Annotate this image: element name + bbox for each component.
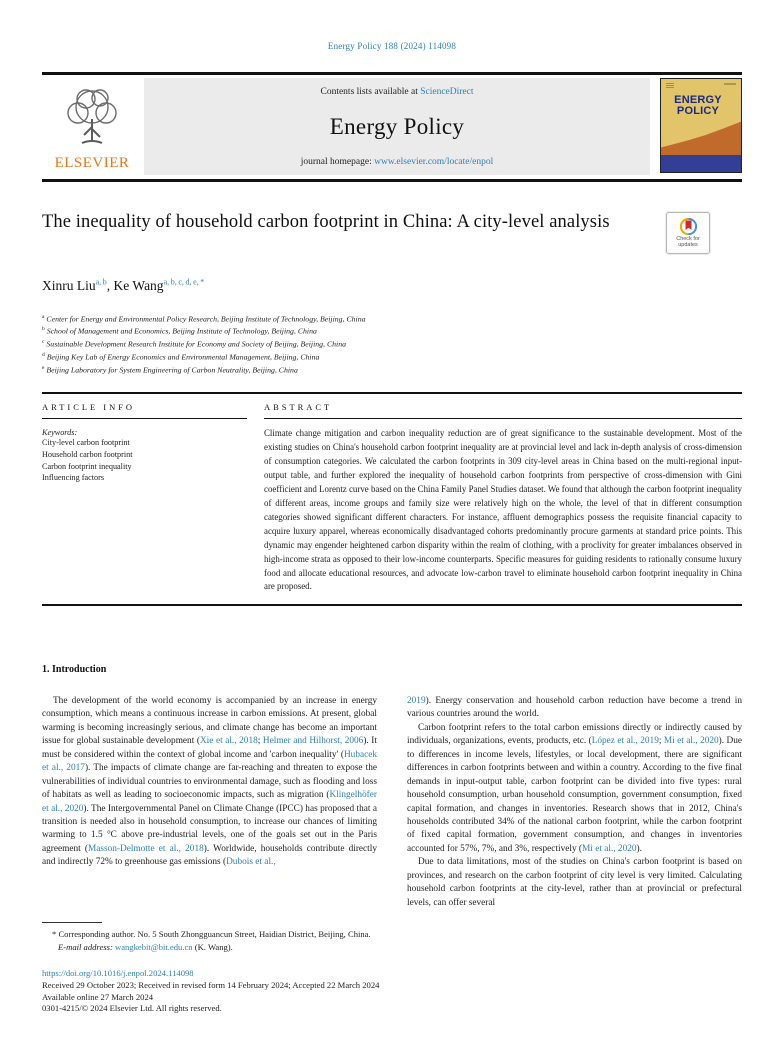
journal-reference: Energy Policy 188 (2024) 114098 [327, 41, 457, 51]
affiliation-text: Sustainable Development Research Institute for Economy and Society of Beijing, Beijing, China [44, 339, 347, 349]
masthead [42, 78, 742, 175]
cover-title-line2: POLICY [676, 105, 720, 117]
citation-link[interactable]: Xie et al., 2018 [199, 736, 258, 747]
cover-mountain-art [661, 121, 741, 155]
intro-paragraph: Carbon footprint refers to the total carbon emissions directly or indirectly caused by individuals, organizations, events, products, etc. (López et al., 2019; Mi et al., 2020). Due to differences in income levels, lifestyles, or local development, there are significant differences in carbon footprints between and within a country. According to the five final demands in input-output table, carbon footprint can be divided into five types: rural household consumption, urban household consumption, government consumption, fixed capital formation, and changes in inventories. Research shows that in 2012, China's households contributed 34% of the national carbon footprint, while the carbon footprint of fixed capital formation, government consumption, and changes in inventories accounted for 57%, 7%, and 3%, respectively (Mi et al., 2020). [407, 722, 743, 854]
crossmark-icon [680, 218, 697, 235]
body-column-left [42, 695, 377, 910]
abstract-heading: ABSTRACT [264, 402, 333, 413]
affiliation-superscript: c [42, 339, 45, 346]
abstract-underline [264, 418, 742, 419]
affiliation-superscript: b [42, 326, 45, 333]
affiliation-text: School of Management and Economics, Beijing Institute of Technology, Beijing, China [44, 326, 317, 336]
article-info-heading: ARTICLE INFO [42, 402, 136, 413]
info-section-bottom-rule [42, 604, 742, 606]
footnote-line1: * Corresponding author. No. 5 South Zhongguancun Street, Haidian District, Beijing, China. [52, 929, 371, 940]
homepage-line [301, 157, 494, 167]
info-section-top-rule [42, 392, 742, 394]
intro-paragraph: Due to data limitations, most of the studies on China's carbon footprint is based on provinces, and research on the carbon footprint of city level is very limited. Calculating household carbon footprints at the city-level, rather than at provincial or prefectural levels, can offer several [407, 857, 742, 908]
keyword-item: Household carbon footprint [42, 449, 133, 459]
received-dates: Received 29 October 2023; Received in revised form 14 February 2024; Accepted 22 March 2024 [42, 979, 380, 990]
contents-line [320, 87, 473, 97]
available-online: Available online 27 March 2024 [42, 991, 154, 1002]
affiliation-text: Beijing Laboratory for System Engineering of Carbon Neutrality, Beijing, China [44, 365, 298, 375]
intro-paragraph: 2019). Energy conservation and household carbon reduction have become a trend in various countries around the world. [407, 695, 742, 720]
citation-link[interactable]: Klingelhöfer et al., 2020 [42, 790, 377, 814]
abstract-column [264, 402, 742, 594]
journal-cover-thumbnail[interactable] [660, 78, 742, 173]
copyright-line: 0301-4215/© 2024 Elsevier Ltd. All rights reserved. [42, 1003, 222, 1014]
abstract-text: Climate change mitigation and carbon inequality reduction are of great significance to the sustainable development. Most of the existing studies on China's household carbon footprint inequality are at provincial level and lack in-depth analysis of cross-dimension of consumption categories. We calculated the carbon footprints in 309 city-level areas in China based on the multi-regional input-output table, and further explored the inequality of household carbon footprints from perspective of cross-dimension with Gini coefficient and Lorentz curve based on the China Family Panel Studies dataset. We found that although the carbon footprint inequality of different areas, income groups and family size were relatively high on the whole, the level of that in different consumption categories showed significant different characters. For instance, affluent demographics possess the requisite financial capacity to acquire luxury apparel, whereas economically disadvantaged cohorts predominantly procure garments at standard price points. This dynamic may engender heightened carbon disparity within the realm of clothing, with a proclivity for greater imbalances observed in high-income strata as opposed to their low-income counterparts. Specific measures for guiding residents to rationally consume luxury food and allocate educational resources, and advocate low-carbon travel to eliminate household carbon footprint inequality in China are proposed. [264, 428, 742, 592]
author-1-superscript[interactable]: a, b [95, 277, 107, 286]
elsevier-tree-icon [56, 85, 128, 155]
intro-paragraph: The development of the world economy is accompanied by an increase in energy consumption, which means a continuous increase in carbon emissions. At present, global warming is becoming increasingly serious, and climate change has become an important issue for global sustainable development (Xie et al., 2018; Helmer and Hilhorst, 2006). It must be considered within the context of global income and 'carbon inequality' (Hubacek et al., 2017). The impacts of climate change are far-reaching and threaten to expose the vulnerabilities of individual countries to environmental damage, such as flooding and loss of habitats as well as leading to socioeconomic impacts, such as migration (Klingelhöfer et al., 2020). The Intergovernmental Panel on Climate Change (IPCC) has proposed that a transition is needed also in household consumption, to increase our chances of limiting warming to 1.5 °C above pre-industrial levels, one of the goals set out in the Paris agreement (Masson-Delmotte et al., 2018). Worldwide, households contribute directly and indirectly 72% to greenhouse gas emissions (Dubois et al., [42, 695, 377, 868]
cover-bottom-band [661, 155, 741, 172]
affiliation-item [42, 324, 742, 337]
doi-link[interactable]: https://doi.org/10.1016/j.enpol.2024.114098 [42, 968, 194, 979]
email-link[interactable]: wangkebit@bit.edu.cn [114, 941, 193, 952]
citation-link[interactable]: Masson-Delmotte et al., 2018 [87, 843, 204, 854]
citation-link[interactable]: 2019 [407, 695, 426, 706]
corresponding-author-footnote [42, 928, 742, 953]
article-info-underline [42, 418, 247, 419]
affiliation-text: Beijing Key Lab of Energy Economics and Environmental Management, Beijing, China [44, 352, 320, 362]
footnote-divider [42, 922, 102, 923]
masthead-bottom-rule [42, 179, 742, 182]
section-heading-introduction: 1. Introduction [42, 663, 107, 675]
article-info-column [42, 402, 247, 594]
badge-label: Check for updates [676, 236, 700, 248]
citation-link[interactable]: López et al., 2019 [591, 736, 659, 747]
affiliation-item [42, 350, 742, 363]
affiliation-item [42, 337, 742, 350]
cover-title-line1: ENERGY [674, 94, 722, 106]
affiliation-item [42, 312, 742, 325]
homepage-prefix: journal homepage: [300, 157, 375, 167]
email-label: E-mail address: [58, 941, 113, 952]
page-title: The inequality of household carbon footprint in China: A city-level analysis [42, 212, 610, 232]
elsevier-logo[interactable] [42, 78, 142, 175]
body-column-right [407, 695, 742, 910]
keyword-item: Carbon footprint inequality [42, 461, 132, 471]
affiliation-superscript: d [42, 351, 45, 358]
cover-title [661, 95, 735, 117]
info-abstract-section [42, 402, 742, 594]
citation-link[interactable]: Mi et al., 2020 [582, 843, 637, 854]
contents-prefix: Contents lists available at [320, 87, 421, 97]
cover-decoration-right [724, 83, 736, 85]
cover-decoration-left [666, 83, 674, 89]
affiliation-text: Center for Energy and Environmental Policy Research, Beijing Institute of Technology, Beijing, China [44, 314, 366, 324]
author-1 [42, 278, 114, 293]
keyword-item: Influencing factors [42, 473, 105, 483]
masthead-top-rule [42, 72, 742, 75]
citation-link[interactable]: Dubois et al., [226, 857, 276, 868]
title-row [42, 212, 742, 254]
author-2 [114, 278, 205, 293]
affiliations-list [42, 312, 742, 376]
author-2-name: Ke Wang [113, 277, 164, 293]
check-for-updates-badge[interactable] [666, 212, 710, 254]
email-suffix: (K. Wang). [192, 941, 233, 952]
affiliation-superscript: a [42, 313, 45, 320]
homepage-link[interactable]: www.elsevier.com/locate/enpol [374, 157, 494, 167]
footnote-line2 [42, 941, 742, 954]
affiliation-superscript: e [42, 364, 45, 371]
affiliation-item [42, 363, 742, 376]
keyword-item: City-level carbon footprint [42, 438, 130, 448]
author-2-superscript[interactable]: a, b, c, d, e, * [163, 277, 205, 286]
elsevier-wordmark: ELSEVIER [54, 155, 130, 171]
author-separator: , [106, 277, 114, 293]
citation-link[interactable]: Hubacek et al., 2017 [42, 749, 377, 774]
author-1-name: Xinru Liu [42, 277, 96, 293]
citation-link[interactable]: Mi et al., 2020 [663, 736, 719, 747]
journal-banner [144, 78, 650, 175]
sciencedirect-link[interactable]: ScienceDirect [420, 87, 474, 97]
keywords-label: Keywords: [42, 428, 78, 438]
footer-block [42, 968, 742, 1015]
author-line [42, 277, 742, 294]
body-columns [42, 695, 742, 910]
journal-title: Energy Policy [329, 114, 465, 139]
citation-link[interactable]: Helmer and Hilhorst, 2006 [262, 736, 364, 747]
